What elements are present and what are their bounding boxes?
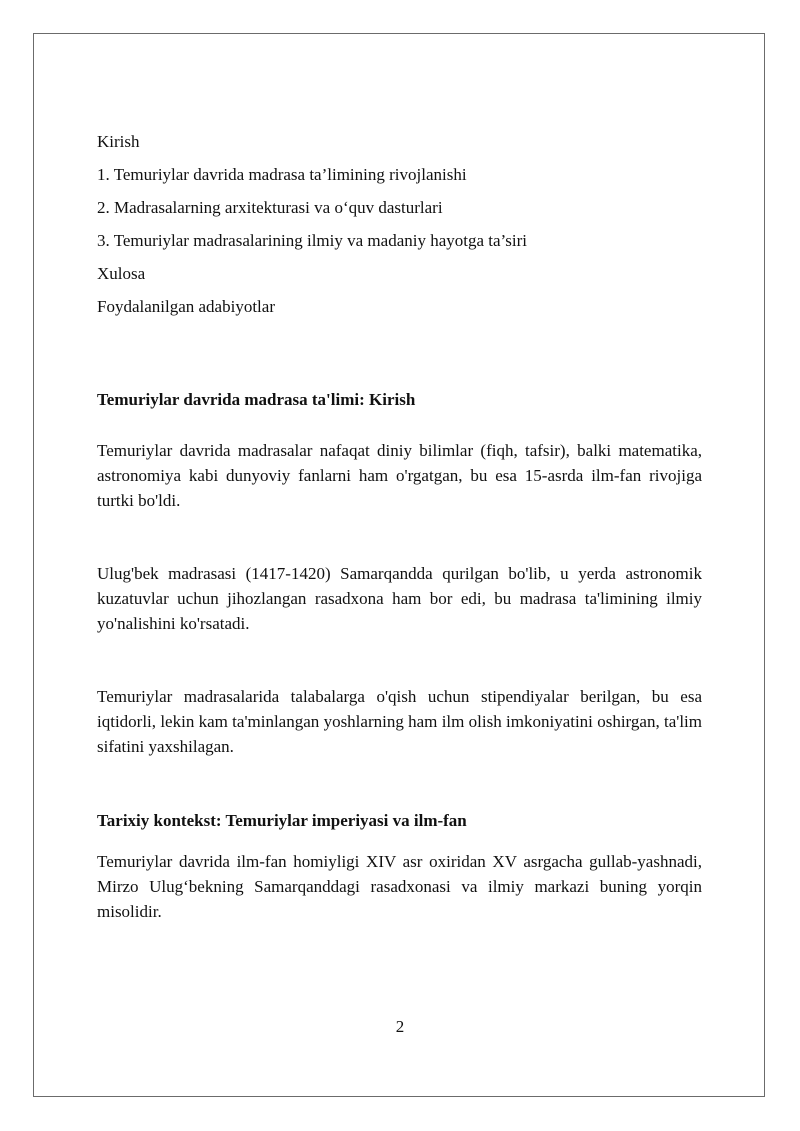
toc-item-chapter-2: 2. Madrasalarning arxitekturasi va o‘quv dasturlari bbox=[97, 198, 443, 217]
toc-item-references: Foydalanilgan adabiyotlar bbox=[97, 297, 275, 316]
toc-item-chapter-3: 3. Temuriylar madrasalarining ilmiy va madaniy hayotga ta’siri bbox=[97, 231, 527, 250]
paragraph: Temuriylar madrasalarida talabalarga o'qish uchun stipendiyalar berilgan, bu esa iqtidorli, lekin kam ta'minlangan yoshlarning ham ilm olish imkoniyatini oshirgan, ta'lim sifatini yaxshilagan. bbox=[97, 687, 702, 756]
page-number: 2 bbox=[395, 1017, 405, 1036]
paragraph: Ulug'bek madrasasi (1417-1420) Samarqandda qurilgan bo'lib, u yerda astronomik kuzatuvlar uchun jihozlangan rasadxona ham bor edi, bu madrasa ta'limining ilmiy yo'nalishini ko'rsatadi. bbox=[97, 564, 702, 633]
toc-item-intro: Kirish bbox=[97, 132, 140, 151]
toc-item-chapter-1: 1. Temuriylar davrida madrasa ta’limining rivojlanishi bbox=[97, 165, 467, 184]
paragraph: Temuriylar davrida madrasalar nafaqat diniy bilimlar (fiqh, tafsir), balki matematika, astronomiya kabi dunyoviy fanlarni ham o'rgatgan, bu esa 15-asrda ilm-fan rivojiga turtki bo'ldi. bbox=[97, 441, 702, 510]
toc-item-conclusion: Xulosa bbox=[97, 264, 146, 283]
section-heading-intro: Temuriylar davrida madrasa ta'limi: Kirish bbox=[97, 390, 416, 409]
table-of-contents bbox=[97, 129, 702, 327]
paragraph: Temuriylar davrida ilm-fan homiyligi XIV asr oxiridan XV asrgacha gullab-yashnadi, Mirzo Ulug‘bekning Samarqanddagi rasadxonasi va ilmiy markazi buning yorqin misolidir. bbox=[97, 852, 702, 921]
section-heading-historical-context: Tarixiy kontekst: Temuriylar imperiyasi va ilm-fan bbox=[97, 811, 467, 830]
